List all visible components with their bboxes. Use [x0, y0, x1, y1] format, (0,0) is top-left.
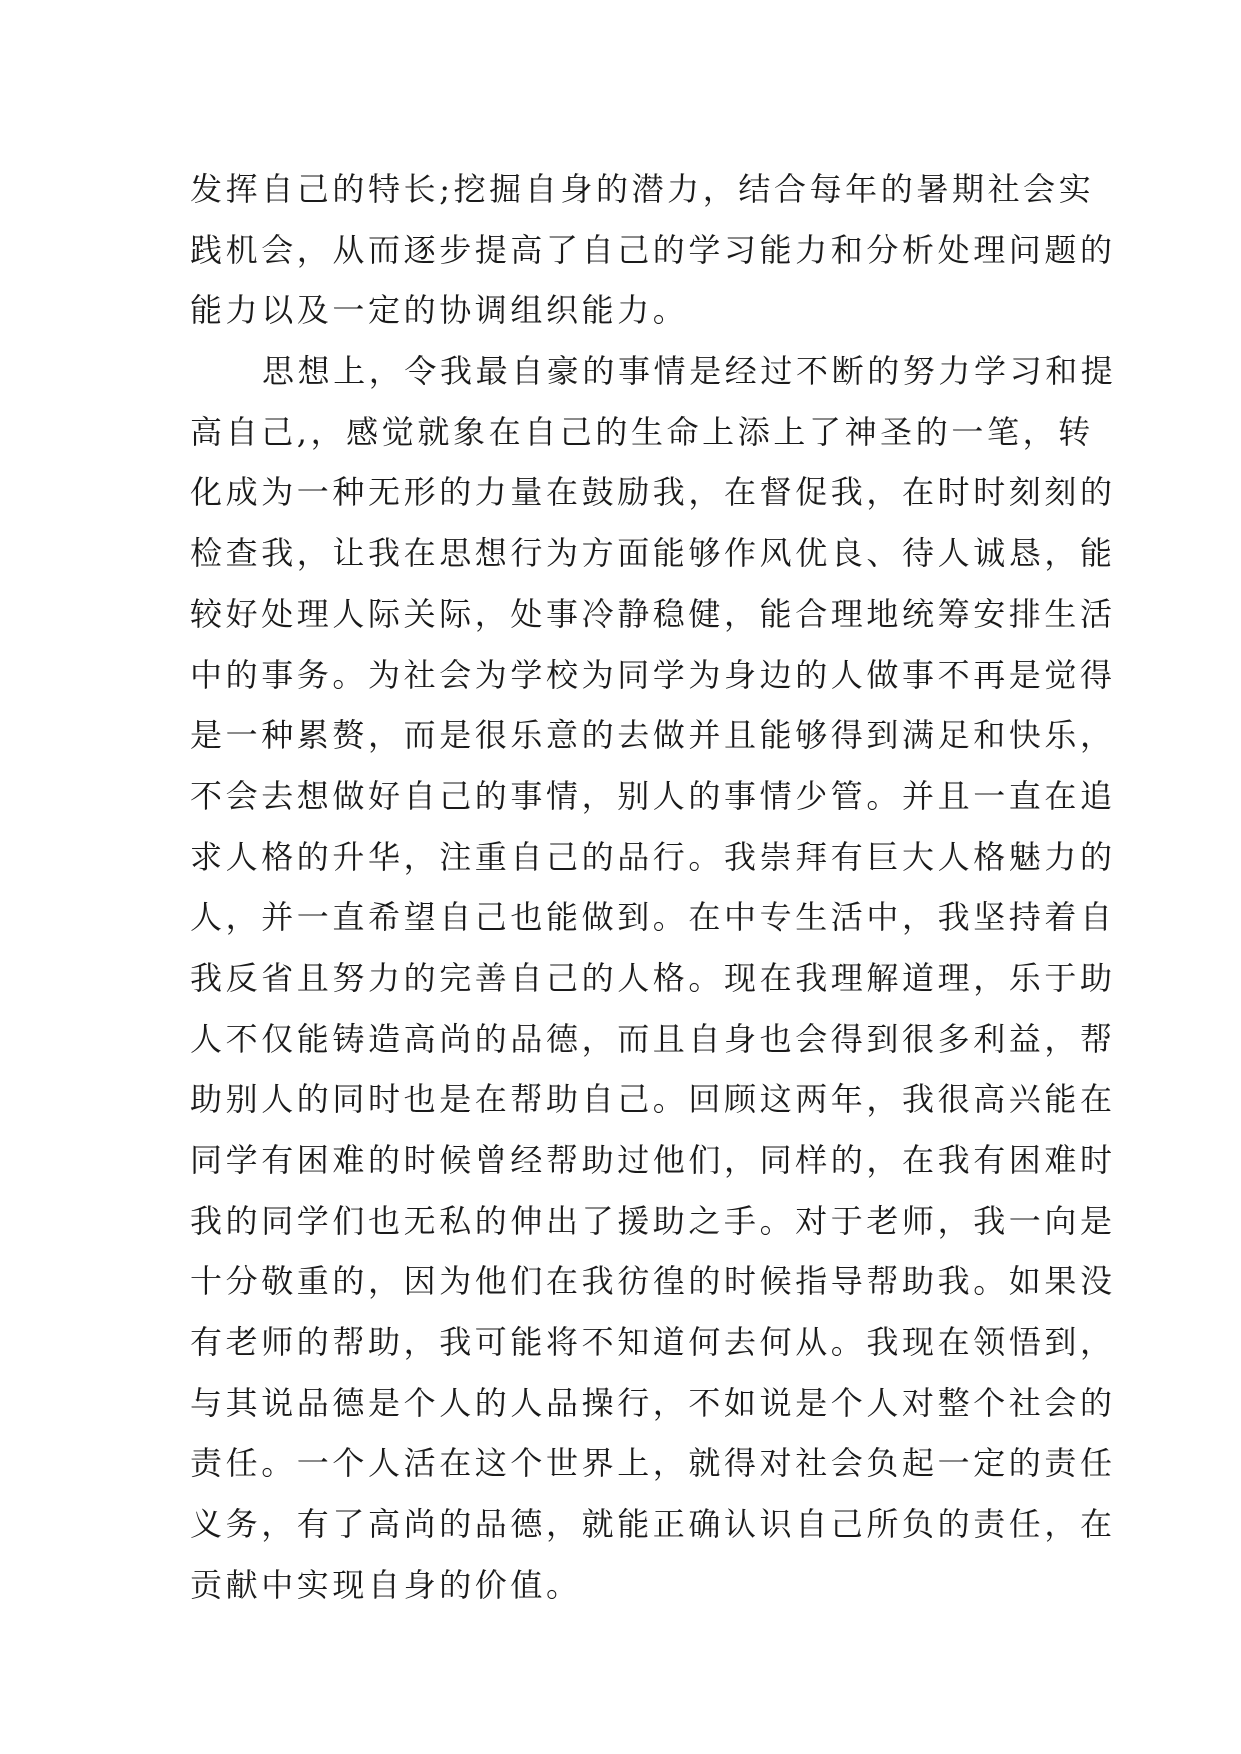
paragraph-1-line: 践机会，从而逐步提高了自己的学习能力和分析处理问题的: [190, 230, 1116, 269]
paragraph-1-line: 能力以及一定的协调组织能力。: [190, 291, 689, 330]
paragraph-2-line: 人，并一直希望自己也能做到。在中专生活中，我坚持着自: [190, 898, 1116, 937]
paragraph-2-line: 较好处理人际关际，处事冷静稳健，能合理地统筹安排生活: [190, 594, 1116, 633]
body-text: [190, 159, 1117, 1616]
paragraph-2-line: 高自己,，感觉就象在自己的生命上添上了神圣的一笔，转: [190, 412, 1094, 451]
paragraph-1-line: 发挥自己的特长;挖掘自身的潜力，结合每年的暑期社会实: [190, 170, 1095, 208]
paragraph-2-line: 助别人的同时也是在帮助自己。回顾这两年，我很高兴能在: [190, 1080, 1116, 1119]
paragraph-2-line: 化成为一种无形的力量在鼓励我，在督促我，在时时刻刻的: [190, 473, 1116, 512]
paragraph-2-line: 中的事务。为社会为学校为同学为身边的人做事不再是觉得: [190, 655, 1116, 694]
paragraph-2-line: 我的同学们也无私的伸出了援助之手。对于老师，我一向是: [190, 1201, 1116, 1240]
paragraph-2-line: 是一种累赘，而是很乐意的去做并且能够得到满足和快乐，: [190, 716, 1116, 755]
paragraph-2-line: 不会去想做好自己的事情，别人的事情少管。并且一直在追: [190, 776, 1116, 815]
paragraph-2-first-line: 思想上，令我最自豪的事情是经过不断的努力学习和提: [262, 352, 1117, 391]
paragraph-2-line: 人不仅能铸造高尚的品德，而且自身也会得到很多利益，帮: [190, 1019, 1116, 1058]
paragraph-2-line: 求人格的升华，注重自己的品行。我崇拜有巨大人格魅力的: [190, 837, 1116, 876]
paragraph-2-line: 十分敬重的，因为他们在我彷徨的时候指导帮助我。如果没: [190, 1262, 1116, 1301]
paragraph-2-line: 贡献中实现自身的价值。: [190, 1565, 582, 1604]
paragraph-2-line: 检查我，让我在思想行为方面能够作风优良、待人诚恳，能: [190, 534, 1116, 573]
paragraph-2-line: 同学有困难的时候曾经帮助过他们，同样的，在我有困难时: [190, 1141, 1116, 1179]
paragraph-2-line: 与其说品德是个人的人品操行，不如说是个人对整个社会的: [190, 1383, 1116, 1422]
paragraph-2-line: 责任。一个人活在这个世界上，就得对社会负起一定的责任: [190, 1444, 1116, 1483]
paragraph-2-line: 有老师的帮助，我可能将不知道何去何从。我现在领悟到，: [190, 1323, 1116, 1362]
paragraph-2-line: 我反省且努力的完善自己的人格。现在我理解道理，乐于助: [190, 958, 1116, 997]
paragraph-2-line: 义务，有了高尚的品德，就能正确认识自己所负的责任，在: [190, 1505, 1116, 1544]
